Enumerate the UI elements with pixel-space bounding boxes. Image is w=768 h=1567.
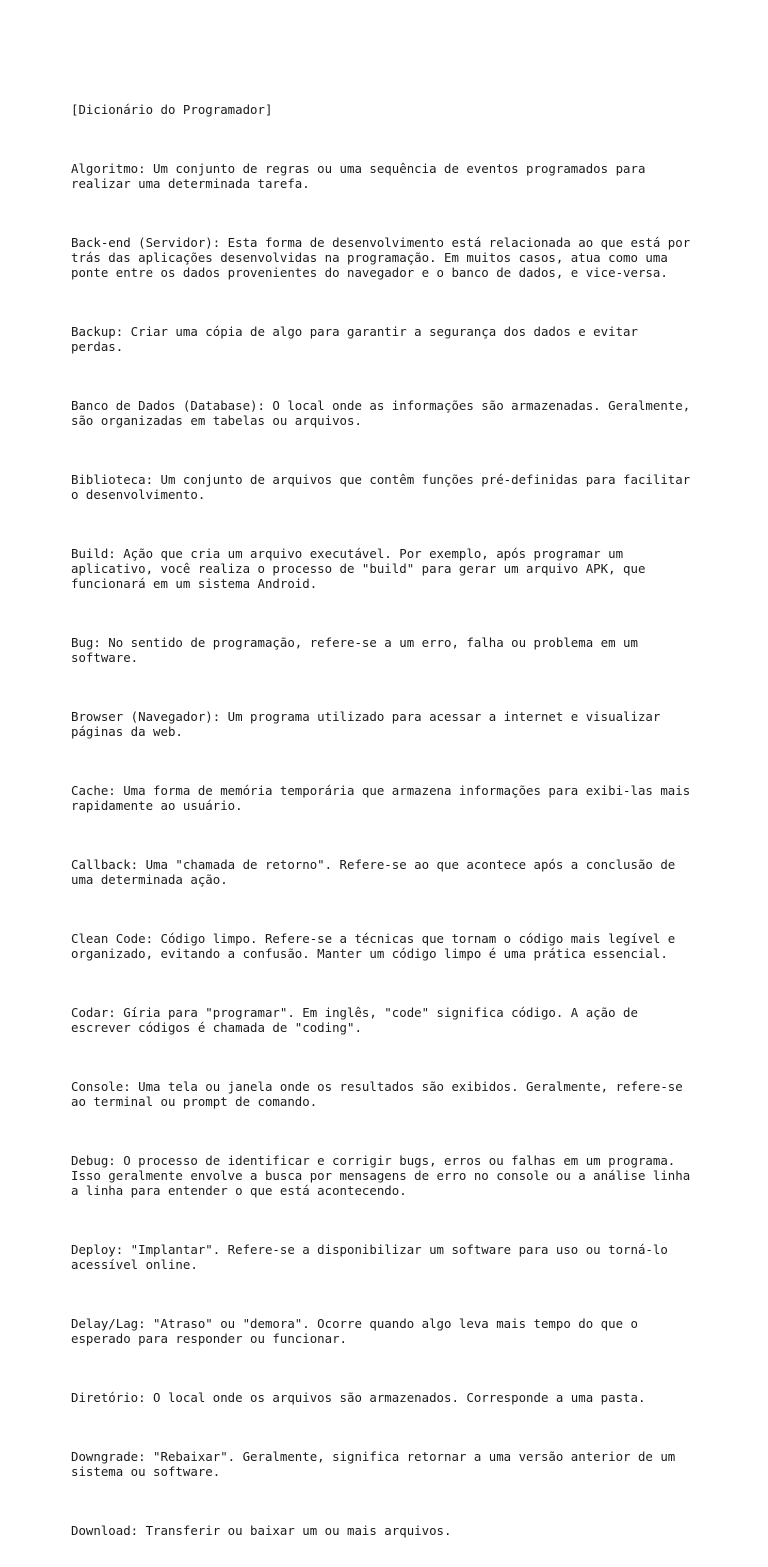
entry-back-end: Back-end (Servidor): Esta forma de desenvolvimento está relacionada ao que está por trás das aplicações desenvolvidas na programação. Em muitos casos, atua como uma ponte entre os dados provenientes do navegador e o banco de dados, e vice-versa. bbox=[71, 235, 691, 280]
entry-bug: Bug: No sentido de programação, refere-se a um erro, falha ou problema em um software. bbox=[71, 635, 638, 665]
entry-download: Download: Transferir ou baixar um ou mais arquivos. bbox=[71, 1523, 452, 1538]
entry-build: Build: Ação que cria um arquivo executável. Por exemplo, após programar um aplicativo, você realiza o processo de "build" para gerar um arquivo APK, que funcionará em um sistema Android. bbox=[71, 546, 646, 591]
entry-biblioteca: Biblioteca: Um conjunto de arquivos que contêm funções pré-definidas para facilitar o desenvolvimento. bbox=[71, 472, 691, 502]
entry-cache: Cache: Uma forma de memória temporária que armazena informações para exibi-las mais rapidamente ao usuário. bbox=[71, 783, 691, 813]
document-title: [Dicionário do Programador] bbox=[71, 102, 273, 117]
document-page bbox=[71, 72, 711, 1567]
entry-debug: Debug: O processo de identificar e corrigir bugs, erros ou falhas em um programa. Isso geralmente envolve a busca por mensagens de erro no console ou a análise linha a linha para entender o que está acontecendo. bbox=[71, 1153, 691, 1198]
entry-algoritmo: Algoritmo: Um conjunto de regras ou uma sequência de eventos programados para realizar uma determinada tarefa. bbox=[71, 161, 646, 191]
entry-codar: Codar: Gíria para "programar". Em inglês, "code" significa código. A ação de escrever códigos é chamada de "coding". bbox=[71, 1005, 638, 1035]
entry-delay-lag: Delay/Lag: "Atraso" ou "demora". Ocorre quando algo leva mais tempo do que o esperado para responder ou funcionar. bbox=[71, 1316, 638, 1346]
entry-callback: Callback: Uma "chamada de retorno". Refere-se ao que acontece após a conclusão de uma determinada ação. bbox=[71, 857, 676, 887]
entry-browser: Browser (Navegador): Um programa utilizado para acessar a internet e visualizar páginas da web. bbox=[71, 709, 661, 739]
entry-clean-code: Clean Code: Código limpo. Refere-se a técnicas que tornam o código mais legível e organizado, evitando a confusão. Manter um código limpo é uma prática essencial. bbox=[71, 931, 676, 961]
entry-diretorio: Diretório: O local onde os arquivos são armazenados. Corresponde a uma pasta. bbox=[71, 1390, 646, 1405]
entry-backup: Backup: Criar uma cópia de algo para garantir a segurança dos dados e evitar perdas. bbox=[71, 324, 638, 354]
entry-console: Console: Uma tela ou janela onde os resultados são exibidos. Geralmente, refere-se ao terminal ou prompt de comando. bbox=[71, 1079, 683, 1109]
entry-banco-de-dados: Banco de Dados (Database): O local onde as informações são armazenadas. Geralmente, são organizadas em tabelas ou arquivos. bbox=[71, 398, 691, 428]
entry-deploy: Deploy: "Implantar". Refere-se a disponibilizar um software para uso ou torná-lo acessível online. bbox=[71, 1242, 668, 1272]
entry-downgrade: Downgrade: "Rebaixar". Geralmente, significa retornar a uma versão anterior de um sistema ou software. bbox=[71, 1449, 676, 1479]
